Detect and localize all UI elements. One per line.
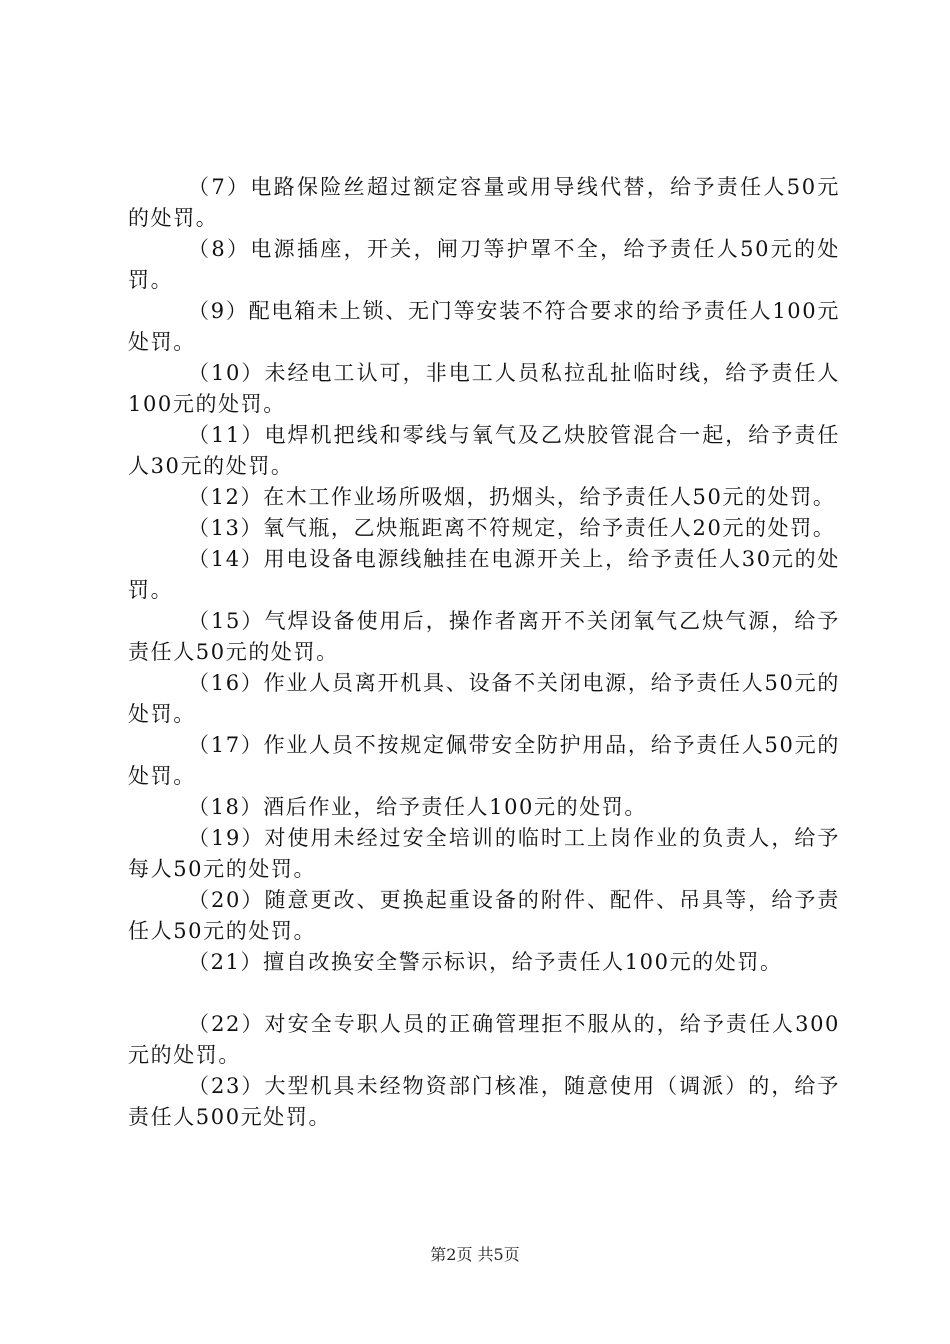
clause-20: （20）随意更改、更换起重设备的附件、配件、吊具等，给予责任人50元的处罚。 [128,888,840,943]
clause-12: （12）在木工作业场所吸烟，扔烟头，给予责任人50元的处罚。 [188,485,836,509]
clause-7: （7）电路保险丝超过额定容量或用导线代替，给予责任人50元的处罚。 [128,175,840,230]
clause-11: （11）电焊机把线和零线与氧气及乙炔胶管混合一起，给予责任人30元的处罚。 [128,423,840,478]
clause-15: （15）气焊设备使用后，操作者离开不关闭氧气乙炔气源，给予责任人50元的处罚。 [128,609,840,664]
clause-14: （14）用电设备电源线触挂在电源开关上，给予责任人30元的处罚。 [128,547,840,602]
clause-9: （9）配电箱未上锁、无门等安装不符合要求的给予责任人100元处罚。 [128,299,840,354]
clause-16: （16）作业人员离开机具、设备不关闭电源，给予责任人50元的处罚。 [128,671,840,726]
clause-22: （22）对安全专职人员的正确管理拒不服从的，给予责任人300元的处罚。 [128,1012,840,1067]
clause-10: （10）未经电工认可，非电工人员私拉乱扯临时线，给予责任人100元的处罚。 [128,361,840,416]
clause-18: （18）酒后作业，给予责任人100元的处罚。 [188,795,648,819]
clause-23: （23）大型机具未经物资部门核准，随意使用（调派）的，给予责任人500元处罚。 [128,1074,840,1129]
clause-13: （13）氧气瓶，乙炔瓶距离不符规定，给予责任人20元的处罚。 [188,516,836,540]
document-body [128,172,840,1133]
page-number-footer: 第2页 共5页 [430,1245,520,1264]
clause-19: （19）对使用未经过安全培训的临时工上岗作业的负责人，给予每人50元的处罚。 [128,826,840,881]
clause-8: （8）电源插座，开关，闸刀等护罩不全，给予责任人50元的处罚。 [128,237,840,292]
clause-17: （17）作业人员不按规定佩带安全防护用品，给予责任人50元的处罚。 [128,733,840,788]
clause-21: （21）擅自改换安全警示标识，给予责任人100元的处罚。 [188,950,783,974]
